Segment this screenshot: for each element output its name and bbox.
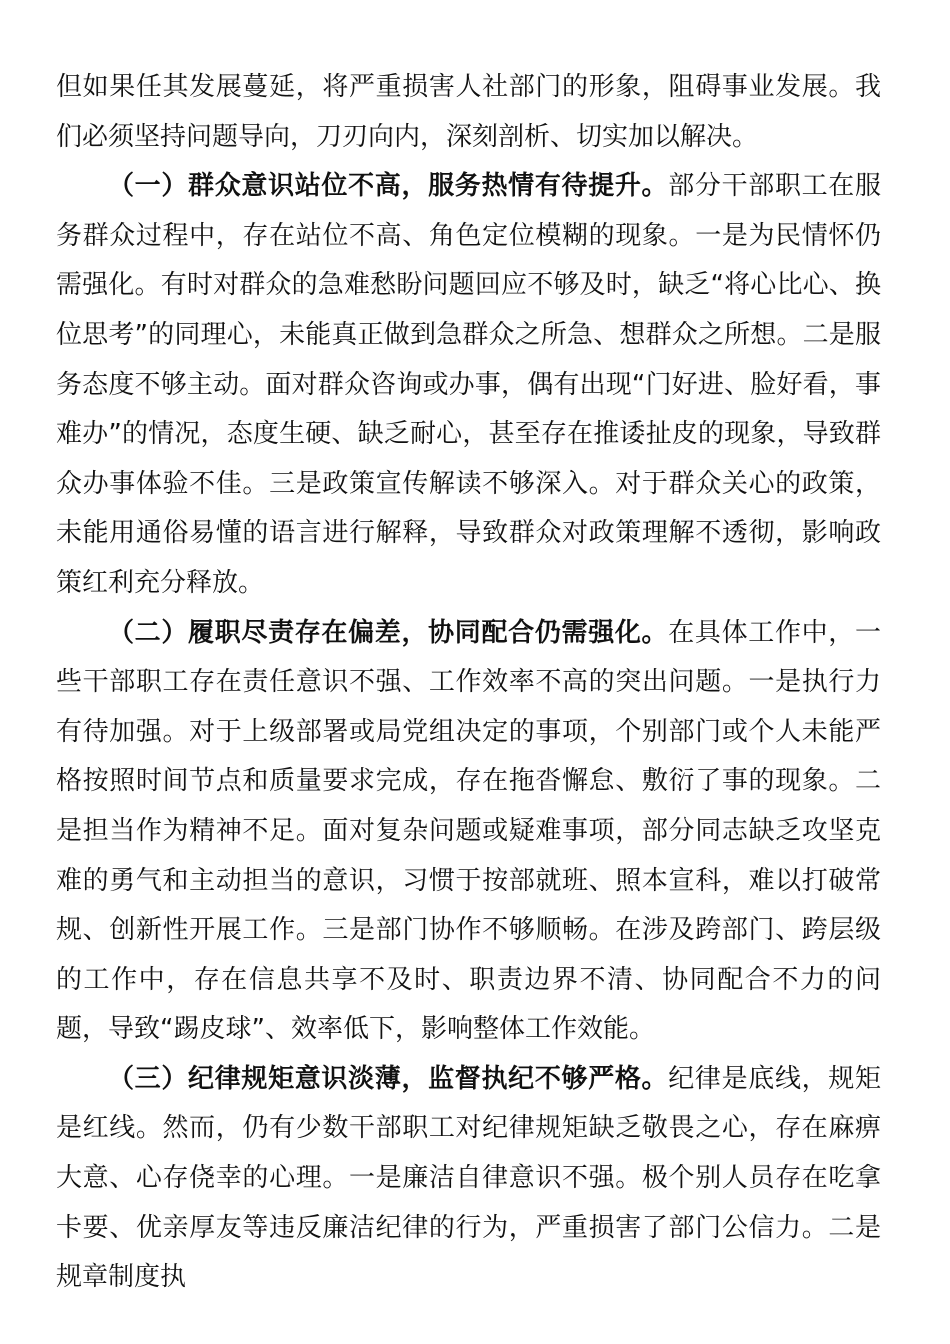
section-heading-1: （一）群众意识站位不高，服务热情有待提升。 — [108, 171, 669, 202]
section-body-3: 纪律是底线，规矩是红线。然而，仍有少数干部职工对纪律规矩缺乏敬畏之心，存在麻痹大意、心存侥幸的心理。一是廉洁自律意识不强。极个别人员存在吃拿卡要、优亲厚友等违反廉洁纪律的行为，严重损害了部门公信力。二是规章制度执 — [56, 1063, 881, 1293]
intro-paragraph: 但如果任其发展蔓延，将严重损害人社部门的形象，阻碍事业发展。我们必须坚持问题导向，刀刃向内，深刻剖析、切实加以解决。 — [56, 72, 881, 152]
section-paragraph-3 — [56, 1055, 881, 1303]
section-body-2: 在具体工作中，一些干部职工存在责任意识不强、工作效率不高的突出问题。一是执行力有待加强。对于上级部署或局党组决定的事项，个别部门或个人未能严格按照时间节点和质量要求完成，存在拖沓懈怠、敷衍了事的现象。二是担当作为精神不足。面对复杂问题或疑难事项，部分同志缺乏攻坚克难的勇气和主动担当的意识，习惯于按部就班、照本宣科，难以打破常规、创新性开展工作。三是部门协作不够顺畅。在涉及跨部门、跨层级的工作中，存在信息共享不及时、职责边界不清、协同配合不力的问题，导致“踢皮球”、效率低下，影响整体工作效能。 — [56, 617, 881, 1045]
document-page — [56, 63, 881, 1303]
section-heading-2: （二）履职尽责存在偏差，协同配合仍需强化。 — [108, 617, 669, 648]
section-paragraph-2 — [56, 609, 881, 1055]
section-body-1: 部分干部职工在服务群众过程中，存在站位不高、角色定位模糊的现象。一是为民情怀仍需强化。有时对群众的急难愁盼问题回应不够及时，缺乏“将心比心、换位思考”的同理心，未能真正做到急群众之所急、想群众之所想。二是服务态度不够主动。面对群众咨询或办事，偶有出现“门好进、脸好看，事难办”的情况，态度生硬、缺乏耐心，甚至存在推诿扯皮的现象，导致群众办事体验不佳。三是政策宣传解读不够深入。对于群众关心的政策，未能用通俗易懂的语言进行解释，导致群众对政策理解不透彻，影响政策红利充分释放。 — [56, 171, 881, 598]
section-heading-3: （三）纪律规矩意识淡薄，监督执纪不够严格。 — [108, 1063, 669, 1094]
section-paragraph-1 — [56, 162, 881, 608]
